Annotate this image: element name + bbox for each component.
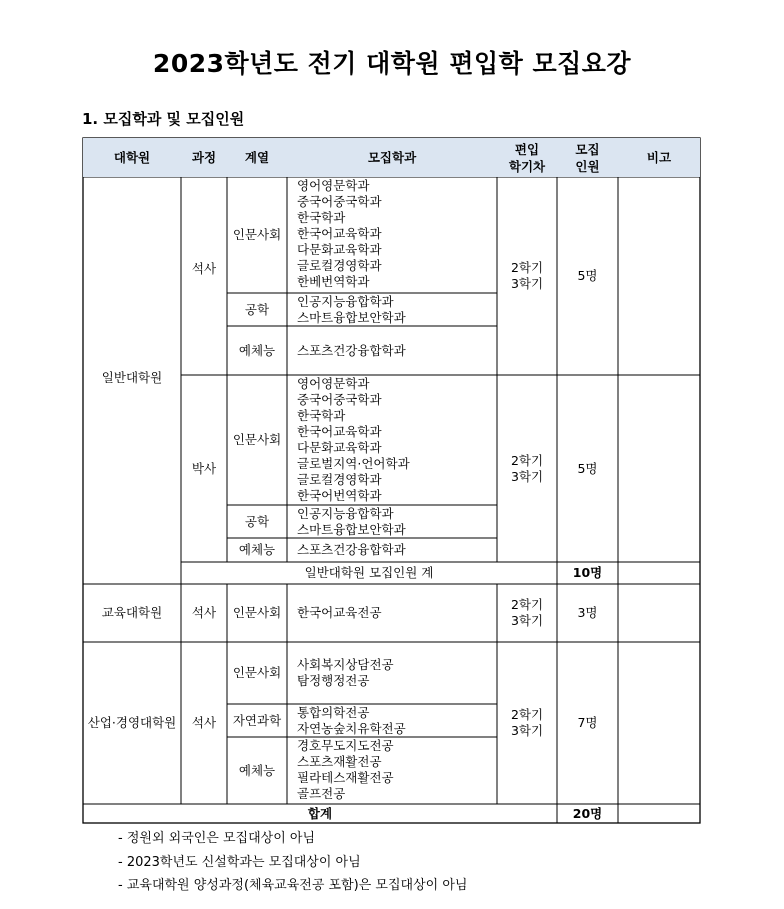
list-item: 통합의학전공 <box>297 705 370 720</box>
general-subtotal-value: 10명 <box>572 565 603 580</box>
list-item: 한베번역학과 <box>297 274 370 289</box>
list-item: 중국어중국학과 <box>297 392 382 407</box>
general-doctoral-arts-label: 예체능 <box>238 542 276 557</box>
general-doctoral-quota: 5명 <box>577 460 598 476</box>
list-item: 영어영문학과 <box>297 178 370 193</box>
list-item: 스포츠건강융합학과 <box>297 343 406 358</box>
general-masters-semester: 2학기 3학기 <box>510 260 544 291</box>
general-school-cell: 일반대학원 <box>101 370 163 385</box>
general-doctoral-arts-list <box>297 542 406 558</box>
list-item: 경호무도지도전공 <box>297 738 394 753</box>
general-masters-humanities-list <box>297 178 382 290</box>
general-doctoral-semester: 2학기 3학기 <box>510 452 544 484</box>
list-item: 한국학과 <box>297 210 346 225</box>
list-item: 다문화교육학과 <box>297 242 382 257</box>
list-item: 한국어교육전공 <box>297 605 382 620</box>
industry-semester: 2학기 3학기 <box>510 707 544 738</box>
industry-quota: 7명 <box>577 715 598 730</box>
list-item: 인공지능융합학과 <box>297 294 394 309</box>
section-title: 1. 모집학과 및 모집인원 <box>82 110 245 128</box>
total-label: 합계 <box>307 805 333 821</box>
header-quota: 모집 인원 <box>557 138 618 177</box>
general-doctoral-engineering-label: 공학 <box>244 513 270 529</box>
header-remarks: 비고 <box>618 138 700 177</box>
general-masters-quota: 5명 <box>577 268 598 283</box>
header-school: 대학원 <box>83 138 181 177</box>
header-field: 계열 <box>227 138 287 177</box>
list-item: 스포츠재활전공 <box>297 754 382 769</box>
list-item: 글로벌지역·언어학과 <box>297 456 410 471</box>
note-item: - 교육대학원 양성과정(체육교육전공 포함)은 모집대상이 아님 <box>118 878 468 893</box>
list-item: 사회복지상담전공 <box>297 657 394 672</box>
industry-science-list <box>297 705 406 737</box>
list-item: 글로컬경영학과 <box>297 258 382 273</box>
list-item: 중국어중국학과 <box>297 194 382 209</box>
general-subtotal-label: 일반대학원 모집인원 계 <box>304 565 434 580</box>
general-doctoral-engineering-list <box>297 506 406 538</box>
list-item: 글로컬경영학과 <box>297 472 382 487</box>
list-item: 한국어번역학과 <box>297 488 382 503</box>
list-item: 한국어교육학과 <box>297 424 382 439</box>
general-doctoral-humanities-list <box>297 376 410 504</box>
notes <box>118 827 467 898</box>
list-item: 탐정행정전공 <box>297 673 370 688</box>
list-item: 스포츠건강융합학과 <box>297 542 406 557</box>
industry-course: 석사 <box>191 715 217 730</box>
general-masters-course: 석사 <box>191 261 217 276</box>
industry-humanities-label: 인문사회 <box>232 665 282 680</box>
general-masters-engineering-label: 공학 <box>244 301 270 317</box>
industry-arts-label: 예체능 <box>238 762 276 778</box>
general-masters-arts-label: 예체능 <box>238 342 276 358</box>
list-item: 스마트융합보안학과 <box>297 522 406 537</box>
note-item: - 2023학년도 신설학과는 모집대상이 아님 <box>118 854 361 870</box>
page-title: 2023학년도 전기 대학원 편입학 모집요강 <box>152 49 632 78</box>
industry-science-label: 자연과학 <box>232 712 282 728</box>
list-item: 필라테스재활전공 <box>297 770 394 785</box>
education-semester: 2학기 3학기 <box>510 597 544 628</box>
general-masters-engineering-list <box>297 294 406 326</box>
general-masters-humanities-label: 인문사회 <box>232 227 282 242</box>
education-school-cell: 교육대학원 <box>101 605 163 620</box>
education-field: 인문사회 <box>232 605 282 620</box>
header-departments: 모집학과 <box>287 138 497 177</box>
list-item: 스마트융합보안학과 <box>297 310 406 325</box>
education-departments-list <box>297 605 382 621</box>
list-item: 자연농숲치유학전공 <box>297 721 406 736</box>
note-item: - 정원외 외국인은 모집대상이 아님 <box>118 831 316 846</box>
header-transfer-semester: 편입 학기차 <box>497 138 557 177</box>
list-item: 인공지능융합학과 <box>297 506 394 521</box>
list-item: 영어영문학과 <box>297 376 370 391</box>
education-course: 석사 <box>191 605 217 620</box>
list-item: 한국학과 <box>297 408 346 423</box>
header-course: 과정 <box>181 138 227 177</box>
general-doctoral-humanities-label: 인문사회 <box>232 432 282 447</box>
education-quota: 3명 <box>577 605 598 620</box>
list-item: 다문화교육학과 <box>297 440 382 455</box>
total-value: 20명 <box>572 805 603 821</box>
industry-arts-list <box>297 738 394 802</box>
industry-humanities-list <box>297 657 394 689</box>
list-item: 골프전공 <box>297 786 346 801</box>
general-masters-arts-list <box>297 343 406 359</box>
general-doctoral-course: 박사 <box>191 460 217 476</box>
industry-school-cell: 산업·경영대학원 <box>87 715 177 730</box>
list-item: 한국어교육학과 <box>297 226 382 241</box>
